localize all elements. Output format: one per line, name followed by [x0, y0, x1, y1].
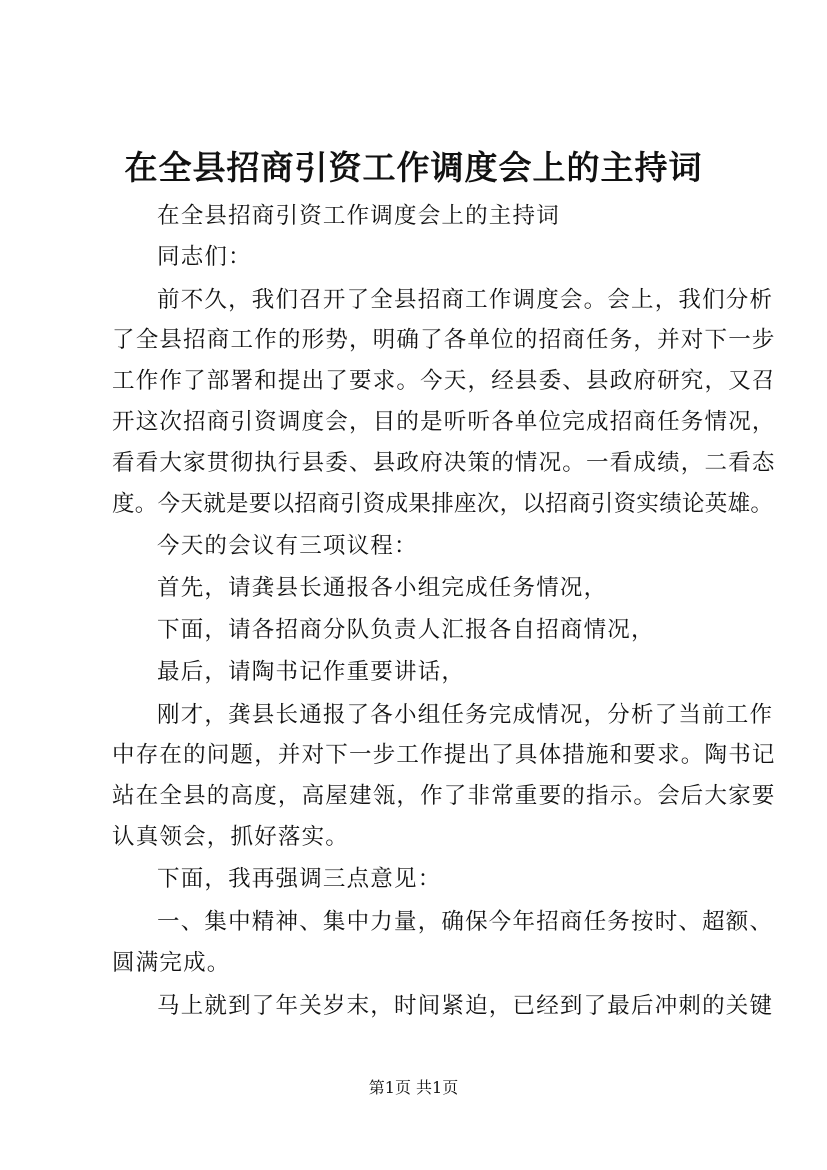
paragraph-line: 下面，请各招商分队负责人汇报各自招商情况，: [157, 617, 655, 643]
paragraph-line: 马上就到了年关岁末，时间紧迫，已经到了最后冲刺的关键: [157, 993, 774, 1019]
paragraph-line: 刚才，龚县长通报了各小组任务完成情况，分析了当前工作: [157, 702, 774, 728]
paragraph-line: 最后，请陶书记作重要讲话，: [157, 659, 466, 685]
paragraph-line: 度。今天就是要以招商引资成果排座次，以招商引资实绩论英雄。: [112, 491, 774, 517]
page-footer: 第1页 共1页: [368, 1078, 459, 1097]
subtitle-line: 在全县招商引资工作调度会上的主持词: [157, 203, 560, 229]
paragraph-line: 认真领会，抓好落实。: [112, 824, 350, 850]
paragraph-line: 前不久，我们召开了全县招商工作调度会。会上，我们分析: [157, 287, 774, 313]
paragraph-line: 首先，请龚县长通报各小组完成任务情况，: [157, 575, 608, 601]
paragraph-line: 站在全县的高度，高屋建瓴，作了非常重要的指示。会后大家要: [112, 783, 776, 809]
salutation-line: 同志们：: [157, 244, 252, 270]
document-title: 在全县招商引资工作调度会上的主持词: [124, 148, 703, 187]
paragraph-line: 开这次招商引资调度会，目的是听听各单位完成招商任务情况，: [112, 409, 776, 435]
paragraph-line: 今天的会议有三项议程：: [157, 533, 418, 559]
paragraph-line: 圆满完成。: [112, 950, 231, 976]
paragraph-line: 下面，我再强调三点意见：: [157, 866, 442, 892]
paragraph-line: 一、集中精神、集中力量，确保今年招商任务按时、超额、: [157, 909, 774, 935]
paragraph-line: 了全县招商工作的形势，明确了各单位的招商任务，并对下一步: [112, 327, 776, 353]
paragraph-line: 看看大家贯彻执行县委、县政府决策的情况。一看成绩，二看态: [112, 450, 776, 476]
paragraph-line: 中存在的问题，并对下一步工作提出了具体措施和要求。陶书记: [112, 742, 776, 768]
paragraph-line: 工作作了部署和提出了要求。今天，经县委、县政府研究，又召: [112, 368, 776, 394]
